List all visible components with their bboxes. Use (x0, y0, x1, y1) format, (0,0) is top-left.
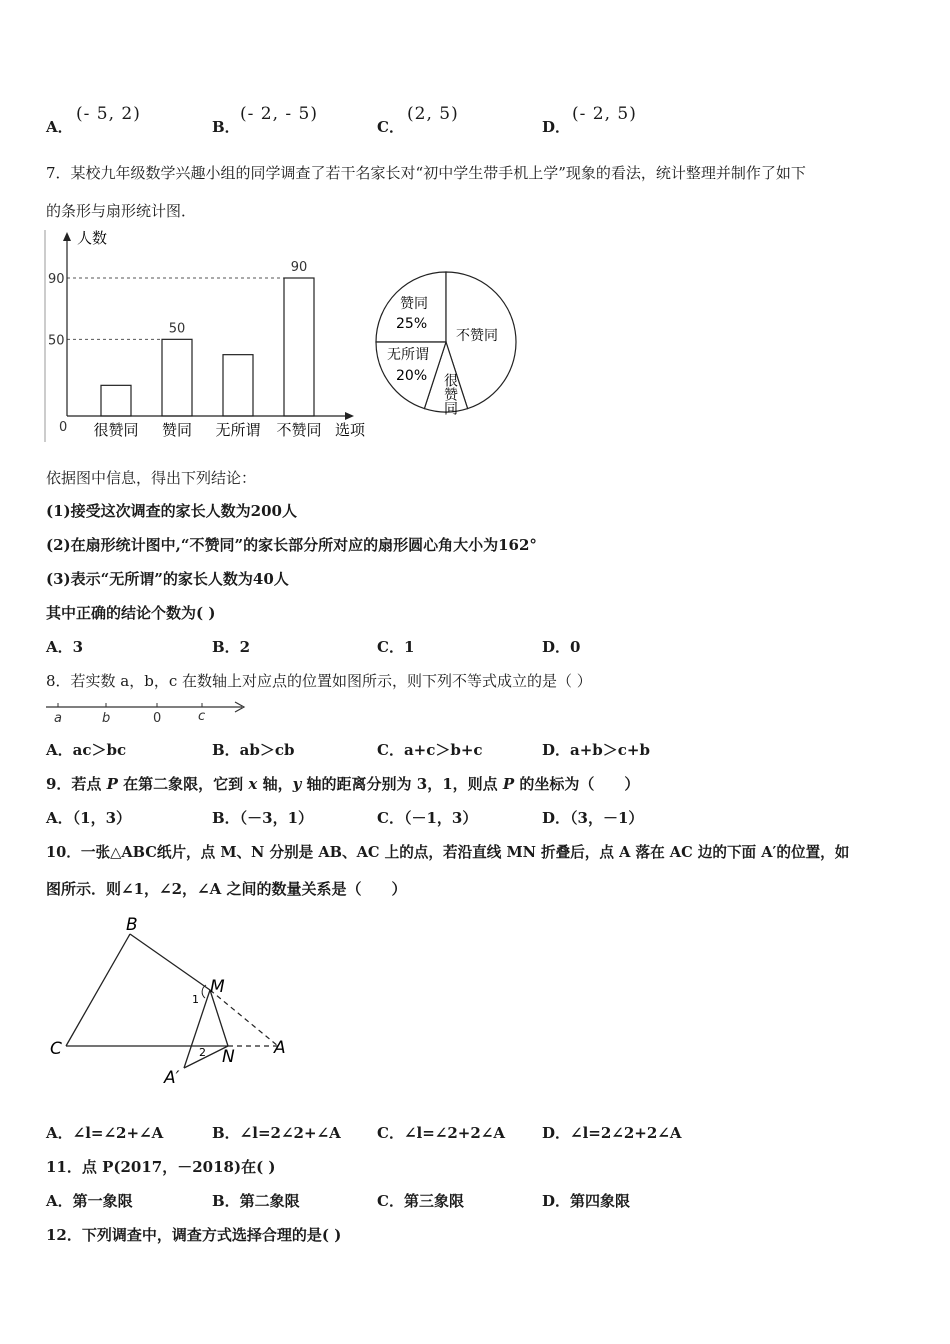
data-label-3: 90 (290, 260, 308, 275)
label-c: c (198, 709, 206, 724)
q9-stem-part: 的坐标为（ ） (514, 775, 640, 793)
q6-option-a-letter: A． (46, 118, 73, 136)
q10-stem-line1: 10．一张△ABC纸片，点 M、N 分别是 AB、AC 上的点，若沿直线 MN 折叠后，点 A 落在 AC 边的下面 A′的位置，如 (46, 844, 850, 861)
label-a: a (54, 711, 62, 726)
segment-mn (210, 990, 228, 1046)
x-axis-arrow (345, 412, 354, 420)
category-label-0: 很赞同 (93, 421, 139, 439)
q11-stem: 11．点 P(2017，－2018)在( ) (46, 1158, 276, 1176)
label-0: 0 (153, 711, 162, 726)
label-a: A (274, 1038, 286, 1058)
label-angle-2: 2 (199, 1046, 206, 1059)
pie-label-henzantong: 很赞同 (442, 373, 458, 415)
q11-option-b: B．第二象限 (212, 1192, 300, 1210)
q6-option-b-value: (- 2, - 5) (240, 104, 318, 124)
q6-option-c-letter: C． (377, 118, 404, 136)
q6-option-a-value: (- 5, 2) (76, 104, 141, 124)
q7-statement-2: (2)在扇形统计图中,“不赞同”的家长部分所对应的扇形圆心角大小为162° (46, 536, 537, 554)
triangle-fold-figure (44, 912, 304, 1090)
q9-option-a: A．（1，3） (46, 809, 132, 827)
q8-option-c: C．a+c＞b+c (377, 741, 483, 759)
q7-option-d: D．0 (542, 638, 581, 656)
q10-option-b: B．∠l=2∠2+∠A (212, 1124, 341, 1142)
q8-option-a: A．ac＞bc (46, 741, 127, 759)
pie-label-wusuowei: 无所谓 (387, 347, 429, 363)
q10-option-a: A．∠l=∠2+∠A (46, 1124, 164, 1142)
q9-var-y: y (292, 775, 302, 793)
q9-option-d: D．（3，－1） (542, 809, 644, 827)
bar-0 (101, 385, 131, 416)
label-angle-1: 1 (192, 993, 199, 1006)
pie-pct-zantong: 25% (396, 316, 428, 332)
q8-stem: 8．若实数 a，b，c 在数轴上对应点的位置如图所示，则下列不等式成立的是（ ） (46, 672, 592, 690)
label-n: N (222, 1047, 235, 1067)
origin-label: 0 (59, 420, 68, 435)
bar-chart (40, 226, 375, 446)
q7-after-chart: 依据图中信息，得出下列结论： (46, 469, 257, 487)
q8-option-d: D．a+b＞c+b (542, 741, 650, 759)
label-m: M (210, 977, 225, 997)
segment-bc (66, 934, 130, 1046)
label-c: C (50, 1039, 62, 1059)
q9-var-p: P (106, 775, 118, 793)
pie-label-buzantong: 不赞同 (456, 328, 498, 344)
q9-option-b: B．（－3，1） (212, 809, 314, 827)
q10-option-c: C．∠l=∠2+2∠A (377, 1124, 505, 1142)
label-b: B (126, 915, 138, 935)
y-axis-arrow (63, 232, 71, 241)
q7-ask: 其中正确的结论个数为( ) (46, 604, 216, 622)
category-label-1: 赞同 (161, 421, 193, 439)
q11-option-a: A．第一象限 (46, 1192, 133, 1210)
label-b: b (102, 711, 111, 726)
y-tick-label-90: 90 (48, 272, 65, 287)
data-label-1: 50 (168, 321, 186, 337)
bar-2 (223, 355, 253, 416)
x-axis-label: 选项 (335, 421, 366, 439)
bar-1 (162, 339, 192, 416)
q7-option-c: C．1 (377, 638, 415, 656)
q7-stem-line2: 的条形与扇形统计图． (46, 202, 197, 220)
q9-stem-part: 在第二象限，它到 (117, 775, 249, 793)
pie-chart (370, 266, 530, 426)
q9-var-p: P (502, 775, 515, 793)
y-tick-label-50: 50 (48, 333, 65, 349)
category-label-3: 不赞同 (276, 421, 322, 439)
pie-label-zantong: 赞同 (400, 296, 428, 312)
q9-stem-part: 轴的距离分别为 3，1，则点 (301, 775, 503, 793)
q7-option-b: B．2 (212, 638, 251, 656)
q9-stem-part: 轴， (257, 775, 293, 793)
pie-pct-wusuowei: 20% (396, 368, 428, 384)
q6-option-c-value: (2, 5) (407, 104, 459, 124)
label-a-prime: A′ (164, 1068, 180, 1088)
q11-option-c: C．第三象限 (377, 1192, 464, 1210)
segment-bm (130, 934, 210, 990)
q7-stem-line1: 7．某校九年级数学兴趣小组的同学调查了若干名家长对“初中学生带手机上学”现象的看法，统计整理并制作了如下 (46, 164, 806, 182)
q6-option-d-letter: D． (542, 118, 571, 136)
q12-stem: 12．下列调查中，调查方式选择合理的是( ) (46, 1226, 342, 1244)
q8-option-b: B．ab＞cb (212, 741, 295, 759)
category-label-2: 无所谓 (215, 421, 261, 439)
q6-option-d-value: (- 2, 5) (572, 104, 637, 124)
q9-stem-part: 9．若点 (46, 775, 107, 793)
segment-ma-dashed (210, 990, 278, 1046)
y-axis-label: 人数 (77, 229, 108, 247)
q10-stem-line2: 图所示．则∠1，∠2，∠A 之间的数量关系是（ ） (46, 880, 407, 898)
q9-var-x: x (248, 775, 258, 793)
q7-statement-3: (3)表示“无所谓”的家长人数为40人 (46, 570, 289, 588)
q6-option-b-letter: B． (212, 118, 240, 136)
q10-option-d: D．∠l=2∠2+2∠A (542, 1124, 682, 1142)
q7-statement-1: (1)接受这次调查的家长人数为200人 (46, 502, 297, 520)
q11-option-d: D．第四象限 (542, 1192, 631, 1210)
number-line (44, 700, 254, 728)
q9-option-c: C．（－1，3） (377, 809, 478, 827)
q9-stem (46, 773, 639, 794)
q7-option-a: A．3 (46, 638, 84, 656)
bar-3 (284, 278, 314, 416)
